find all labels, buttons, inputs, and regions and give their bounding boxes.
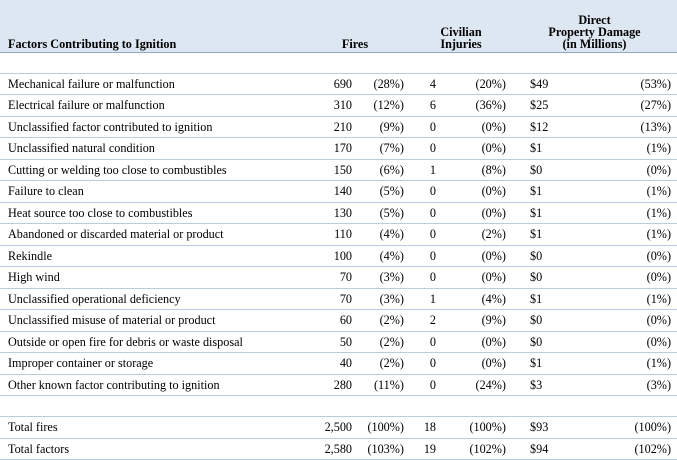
fires-percent: (5%)	[352, 202, 410, 224]
injuries-percent: (0%)	[436, 331, 512, 353]
table-row	[0, 288, 677, 310]
fires-count: 140	[300, 181, 352, 203]
fires-count: 100	[300, 245, 352, 267]
injuries-count: 1	[410, 288, 436, 310]
fires-percent: (2%)	[352, 331, 410, 353]
row-label: Total factors	[0, 438, 300, 460]
fires-percent: (4%)	[352, 245, 410, 267]
total-row	[0, 417, 677, 439]
header-injuries-line2: Injuries	[440, 36, 482, 51]
fires-count: 70	[300, 267, 352, 289]
damage-amount: $0	[512, 310, 576, 332]
header-damage-line1: Direct	[578, 12, 611, 27]
damage-percent: (1%)	[576, 288, 677, 310]
row-label: High wind	[0, 267, 300, 289]
injuries-count: 1	[410, 159, 436, 181]
damage-percent: (3%)	[576, 374, 677, 396]
injuries-count: 0	[410, 224, 436, 246]
injuries-count: 0	[410, 116, 436, 138]
row-label: Cutting or welding too close to combustibles	[0, 159, 300, 181]
fires-count: 60	[300, 310, 352, 332]
header-damage-line2: Property Damage	[548, 24, 641, 39]
damage-percent: (27%)	[576, 95, 677, 117]
header-row	[0, 0, 677, 52]
table-row	[0, 181, 677, 203]
header-factor: Factors Contributing to Ignition	[0, 0, 300, 52]
injuries-count: 0	[410, 267, 436, 289]
damage-percent: (53%)	[576, 73, 677, 95]
table-row	[0, 245, 677, 267]
fires-count: 50	[300, 331, 352, 353]
fires-count: 70	[300, 288, 352, 310]
table-row	[0, 138, 677, 160]
injuries-count: 2	[410, 310, 436, 332]
spacer-row	[0, 396, 677, 417]
table-row	[0, 331, 677, 353]
injuries-percent: (0%)	[436, 181, 512, 203]
damage-percent: (1%)	[576, 138, 677, 160]
damage-percent: (0%)	[576, 331, 677, 353]
fires-count: 280	[300, 374, 352, 396]
row-label: Unclassified misuse of material or product	[0, 310, 300, 332]
total-row	[0, 438, 677, 460]
damage-amount: $1	[512, 181, 576, 203]
damage-amount: $1	[512, 224, 576, 246]
injuries-count: 0	[410, 353, 436, 375]
injuries-count: 0	[410, 138, 436, 160]
injuries-count: 0	[410, 374, 436, 396]
injuries-percent: (9%)	[436, 310, 512, 332]
header-injuries-line1: Civilian	[440, 24, 482, 39]
injuries-percent: (24%)	[436, 374, 512, 396]
row-label: Electrical failure or malfunction	[0, 95, 300, 117]
damage-percent: (102%)	[576, 438, 677, 460]
injuries-count: 0	[410, 245, 436, 267]
spacer-row	[0, 52, 677, 73]
table-row	[0, 73, 677, 95]
header-injuries	[410, 0, 512, 52]
table-body	[0, 52, 677, 460]
fires-count: 130	[300, 202, 352, 224]
fires-percent: (12%)	[352, 95, 410, 117]
damage-amount: $3	[512, 374, 576, 396]
fires-percent: (11%)	[352, 374, 410, 396]
damage-amount: $0	[512, 159, 576, 181]
table-row	[0, 310, 677, 332]
damage-percent: (1%)	[576, 353, 677, 375]
table-row	[0, 116, 677, 138]
injuries-count: 18	[410, 417, 436, 439]
row-label: Outside or open fire for debris or waste disposal	[0, 331, 300, 353]
fires-count: 2,500	[300, 417, 352, 439]
injuries-percent: (0%)	[436, 353, 512, 375]
injuries-percent: (0%)	[436, 138, 512, 160]
row-label: Improper container or storage	[0, 353, 300, 375]
fires-percent: (4%)	[352, 224, 410, 246]
injuries-percent: (20%)	[436, 73, 512, 95]
fires-count: 170	[300, 138, 352, 160]
injuries-count: 19	[410, 438, 436, 460]
row-label: Rekindle	[0, 245, 300, 267]
table-row	[0, 224, 677, 246]
header-fires: Fires	[300, 0, 410, 52]
fires-percent: (9%)	[352, 116, 410, 138]
damage-percent: (1%)	[576, 202, 677, 224]
damage-amount: $12	[512, 116, 576, 138]
injuries-count: 0	[410, 202, 436, 224]
damage-amount: $1	[512, 353, 576, 375]
row-label: Heat source too close to combustibles	[0, 202, 300, 224]
fires-count: 690	[300, 73, 352, 95]
damage-amount: $0	[512, 245, 576, 267]
header-damage-line3: (in Millions)	[562, 36, 627, 51]
damage-percent: (0%)	[576, 310, 677, 332]
row-label: Unclassified natural condition	[0, 138, 300, 160]
table-row	[0, 159, 677, 181]
damage-amount: $93	[512, 417, 576, 439]
fires-count: 310	[300, 95, 352, 117]
injuries-count: 0	[410, 181, 436, 203]
fires-percent: (103%)	[352, 438, 410, 460]
fires-percent: (2%)	[352, 353, 410, 375]
injuries-percent: (8%)	[436, 159, 512, 181]
injuries-percent: (100%)	[436, 417, 512, 439]
injuries-count: 4	[410, 73, 436, 95]
injuries-count: 0	[410, 331, 436, 353]
row-label: Mechanical failure or malfunction	[0, 73, 300, 95]
fires-percent: (100%)	[352, 417, 410, 439]
row-label: Unclassified factor contributed to ignition	[0, 116, 300, 138]
injuries-percent: (102%)	[436, 438, 512, 460]
table-row	[0, 95, 677, 117]
fires-percent: (28%)	[352, 73, 410, 95]
row-label: Abandoned or discarded material or product	[0, 224, 300, 246]
injuries-percent: (36%)	[436, 95, 512, 117]
damage-amount: $1	[512, 288, 576, 310]
fires-count: 40	[300, 353, 352, 375]
injuries-percent: (0%)	[436, 202, 512, 224]
damage-amount: $25	[512, 95, 576, 117]
damage-amount: $1	[512, 202, 576, 224]
fires-percent: (6%)	[352, 159, 410, 181]
injuries-count: 6	[410, 95, 436, 117]
fires-percent: (3%)	[352, 267, 410, 289]
injuries-percent: (0%)	[436, 245, 512, 267]
table-row	[0, 202, 677, 224]
fires-percent: (7%)	[352, 138, 410, 160]
table-row	[0, 267, 677, 289]
injuries-percent: (2%)	[436, 224, 512, 246]
fires-percent: (5%)	[352, 181, 410, 203]
table-row	[0, 353, 677, 375]
damage-percent: (100%)	[576, 417, 677, 439]
injuries-percent: (0%)	[436, 116, 512, 138]
injuries-percent: (0%)	[436, 267, 512, 289]
fires-count: 150	[300, 159, 352, 181]
fires-percent: (3%)	[352, 288, 410, 310]
fires-count: 110	[300, 224, 352, 246]
fires-count: 2,580	[300, 438, 352, 460]
injuries-percent: (4%)	[436, 288, 512, 310]
damage-amount: $1	[512, 138, 576, 160]
damage-amount: $49	[512, 73, 576, 95]
damage-percent: (1%)	[576, 181, 677, 203]
damage-amount: $0	[512, 331, 576, 353]
row-label: Other known factor contributing to ignition	[0, 374, 300, 396]
damage-percent: (0%)	[576, 245, 677, 267]
damage-percent: (0%)	[576, 159, 677, 181]
fires-percent: (2%)	[352, 310, 410, 332]
table-row	[0, 374, 677, 396]
damage-amount: $0	[512, 267, 576, 289]
damage-percent: (1%)	[576, 224, 677, 246]
damage-amount: $94	[512, 438, 576, 460]
fires-count: 210	[300, 116, 352, 138]
row-label: Total fires	[0, 417, 300, 439]
row-label: Failure to clean	[0, 181, 300, 203]
row-label: Unclassified operational deficiency	[0, 288, 300, 310]
damage-percent: (13%)	[576, 116, 677, 138]
damage-percent: (0%)	[576, 267, 677, 289]
header-damage	[512, 0, 677, 52]
